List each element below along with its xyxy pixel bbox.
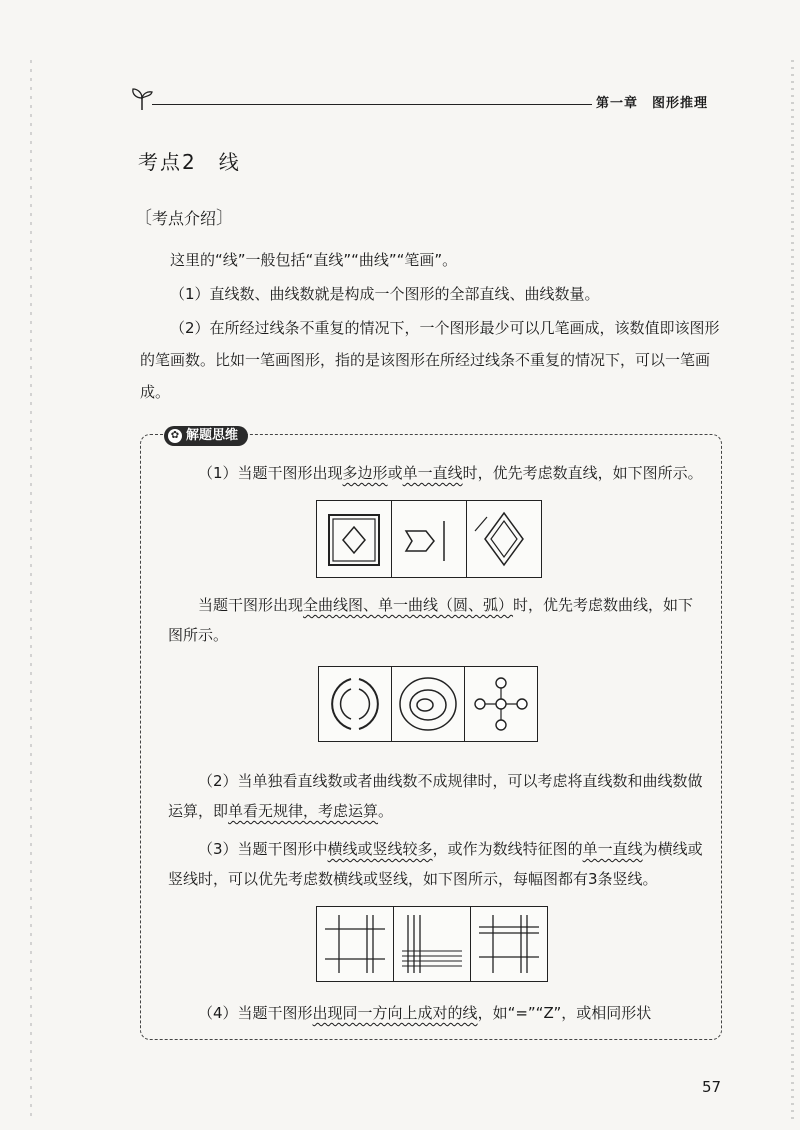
section-title: 考点2 线 <box>138 150 241 174</box>
figure-arrow-shape <box>392 501 467 577</box>
figure-grid-3 <box>471 907 547 981</box>
figure-diamond-in-square <box>317 501 392 577</box>
badge-label: 解题思维 <box>186 428 239 443</box>
tip-paragraph-5: （4）当题干图形出现同一方向上成对的线，如“=”“Z”，或相同形状 <box>198 1004 652 1022</box>
scan-edge-left <box>30 60 32 1120</box>
intro-paragraph-2: （1）直线数、曲线数就是构成一个图形的全部直线、曲线数量。 <box>170 285 600 303</box>
tip-paragraph-2: 当题干图形出现全曲线图、单一曲线（圆、弧）时，优先考虑数曲线，如下图所示。 <box>168 596 694 644</box>
scan-edge-right <box>791 60 794 1120</box>
solution-thinking-badge <box>164 426 248 446</box>
vertical-line-figures <box>316 906 548 982</box>
tip-paragraph-3: （2）当单独看直线数或者曲线数不成规律时，可以考虑将直线数和曲线数做运算，即单看无规律，考虑运算。 <box>168 772 703 820</box>
intro-heading <box>134 204 234 230</box>
open-bracket: 〔 <box>134 208 152 229</box>
sprout-icon <box>130 86 154 112</box>
straight-line-figures <box>316 500 542 578</box>
header-rule <box>152 104 592 105</box>
tip-paragraph-1: （1）当题干图形出现多边形或单一直线时，优先考虑数直线，如下图所示。 <box>198 464 703 482</box>
star-icon: ✿ <box>168 429 182 443</box>
tip-paragraph-4: （3）当题干图形中横线或竖线较多，或作为数线特征图的单一直线为横线或竖线时，可以优先考虑数横线或竖线，如下图所示，每幅图都有3条竖线。 <box>168 840 703 888</box>
figure-nested-diamonds <box>467 501 541 577</box>
figure-nested-ovals <box>392 667 465 741</box>
page-number: 57 <box>702 1078 722 1096</box>
close-bracket: 〕 <box>216 208 235 229</box>
figure-grid-2 <box>394 907 471 981</box>
figure-grid-1 <box>317 907 394 981</box>
figure-flower-circles <box>465 667 537 741</box>
intro-heading-text: 考点介绍 <box>152 209 217 228</box>
intro-paragraph-3: （2）在所经过线条不重复的情况下，一个图形最少可以几笔画成，该数值即该图形的笔画数。比如一笔画图形，指的是该图形在所经过线条不重复的情况下，可以一笔画成。 <box>140 319 720 401</box>
intro-paragraph-1: 这里的“线”一般包括“直线”“曲线”“笔画”。 <box>170 251 458 269</box>
running-header <box>130 86 730 116</box>
figure-split-rings <box>319 667 392 741</box>
chapter-title: 第一章 图形推理 <box>596 96 709 111</box>
curve-figures <box>318 666 538 742</box>
